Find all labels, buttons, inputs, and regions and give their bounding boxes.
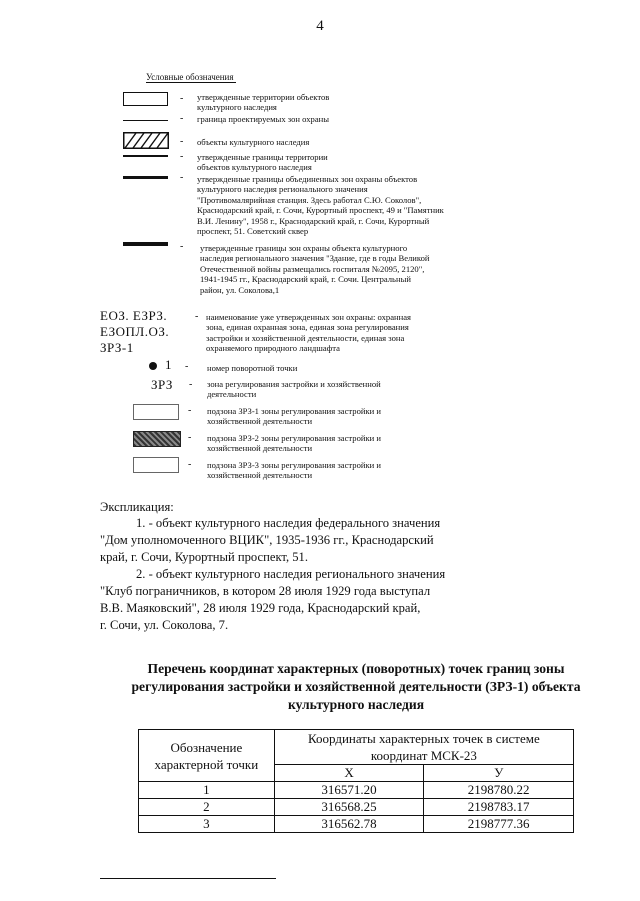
legend-text: утвержденные границы зон охраны объекта культурного наследия регионального значения "Здание, где в годы Великой Отечественной войны размещались госпиталя №2095, 2120", 1941-1945 гг., Краснодарский край, г. Сочи. Центральный район, ул. Соколова,1 [200, 243, 430, 295]
col-header-x: X [274, 765, 424, 782]
legend-symbol-thin-line [123, 120, 168, 121]
cell-point: 1 [139, 782, 275, 799]
legend-dash: - [180, 93, 184, 104]
legend-symbol-medium-line [123, 155, 168, 157]
legend-zone-code: ЗРЗ [151, 377, 173, 392]
heading-line: Перечень координат характерных (поворотных) точек границ зоны [147, 661, 565, 676]
explication-line: В.В. Маяковский", 28 июля 1929 года, Краснодарский край, [100, 601, 421, 615]
explication-line: "Дом уполномоченного ВЦИК", 1935-1936 гг., Краснодарский [100, 533, 434, 547]
legend-symbol-thickest-line [123, 242, 168, 246]
legend-text: подзона ЗРЗ-1 зоны регулирования застройки и хозяйственной деятельности [207, 406, 381, 427]
legend-dash: - [195, 311, 199, 322]
legend-dash: - [180, 113, 184, 124]
cell-x: 316571.20 [274, 782, 424, 799]
explication-line: "Клуб пограничников, в котором 28 июля 1929 года выступал [100, 584, 431, 598]
legend-dash: - [189, 379, 193, 390]
legend-text: наименование уже утвержденных зон охраны: охранная зона, единая охранная зона, единая зона регулирования застройки и хозяйственной деятельности, единая зона охраняемого природного ландшафта [206, 312, 412, 354]
legend-title-underline [146, 82, 236, 83]
col-header-point: Обозначение характерной точки [139, 730, 275, 782]
table-row [139, 782, 574, 799]
table-row [139, 799, 574, 816]
legend-symbol-thick-line [123, 176, 168, 179]
legend-text: номер поворотной точки [207, 363, 298, 373]
col-header-y: У [424, 765, 574, 782]
legend-dash: - [180, 151, 184, 162]
cell-x: 316568.25 [274, 799, 424, 816]
legend-text: утвержденные границы территории объектов культурного наследия [197, 152, 328, 173]
legend-text: утвержденные территории объектов культурного наследия [197, 92, 330, 113]
legend-dash: - [180, 172, 184, 183]
legend-symbol-dark-box [133, 431, 181, 447]
legend-title: Условные обозначения [146, 72, 234, 82]
legend-dash: - [185, 361, 189, 372]
legend-text: зона регулирования застройки и хозяйственной деятельности [207, 379, 381, 400]
col-header-coordinates: Координаты характерных точек в системе координат МСК-23 [274, 730, 573, 765]
page-number: 4 [316, 18, 324, 34]
legend-dash: - [180, 136, 184, 147]
legend-symbol-rect-outline [123, 92, 168, 106]
legend-symbol-dot [149, 362, 157, 370]
legend-dash: - [188, 405, 192, 416]
cell-y: 2198783.17 [424, 799, 574, 816]
legend-text: объекты культурного наследия [197, 137, 310, 147]
footnote-separator [100, 878, 276, 879]
legend-text: подзона ЗРЗ-2 зоны регулирования застройки и хозяйственной деятельности [207, 433, 381, 454]
explication-line: 1. - объект культурного наследия федерального значения [136, 516, 441, 530]
legend-zone-codes: ЕОЗ. ЕЗРЗ. ЕЗОПЛ.ОЗ. ЗРЗ-1 [100, 308, 170, 355]
cell-point: 3 [139, 816, 275, 833]
coordinates-table [138, 729, 574, 833]
legend-text: подзона ЗРЗ-3 зоны регулирования застройки и хозяйственной деятельности [207, 460, 381, 481]
legend-symbol-light-box [133, 457, 179, 473]
cell-y: 2198780.22 [424, 782, 574, 799]
coordinates-heading [100, 660, 612, 714]
explication-title: Экспликация: [100, 500, 174, 514]
table-row [139, 816, 574, 833]
legend-dash: - [188, 432, 192, 443]
legend-dash: - [180, 241, 184, 252]
explication-line: г. Сочи, ул. Соколова, 7. [100, 618, 229, 632]
cell-y: 2198777.36 [424, 816, 574, 833]
legend-dash: - [188, 459, 192, 470]
legend-symbol-hatched-box [123, 132, 169, 149]
heading-line: культурного наследия [287, 697, 425, 712]
heading-line: регулирования застройки и хозяйственной деятельности (ЗРЗ-1) объекта [131, 679, 581, 694]
cell-point: 2 [139, 799, 275, 816]
cell-x: 316562.78 [274, 816, 424, 833]
legend-symbol-light-box [133, 404, 179, 420]
legend-point-number: 1 [165, 357, 172, 372]
explication-line: 2. - объект культурного наследия регионального значения [136, 567, 446, 581]
legend-text: граница проектируемых зон охраны [197, 114, 330, 124]
legend-text: утвержденные границы объединенных зон охраны объектов культурного наследия регионального значения "Противомалярийная станция. Здесь работал С.Ю. Соколов", Краснодарский край, г. Сочи, Курортный проспект, 49 и "Памятник В.И. Ленину", 1958 г., Краснодарский край, г. Сочи, Курортный проспект, 51. Советский сквер [197, 174, 444, 237]
explication-line: край, г. Сочи, Курортный проспект, 51. [100, 550, 309, 564]
